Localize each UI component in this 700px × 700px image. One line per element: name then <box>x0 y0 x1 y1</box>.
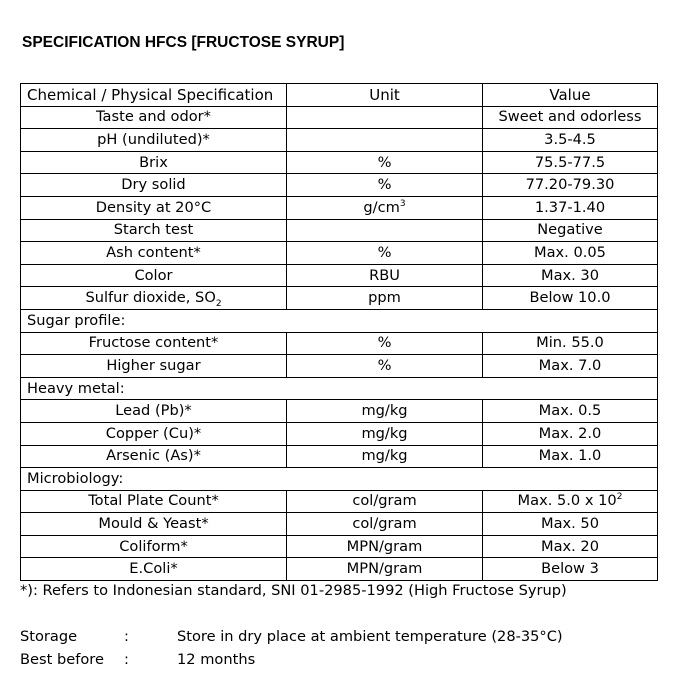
specification-table <box>20 83 658 581</box>
header-specification: Chemical / Physical Specification <box>21 84 287 107</box>
unit-cell-text: mg/kg <box>361 402 408 420</box>
table-row <box>21 264 658 287</box>
spec-cell-text: Taste and odor* <box>96 108 211 126</box>
best-before-label: Best before <box>20 651 104 668</box>
value-cell <box>483 196 658 219</box>
value-cell-text: Max. 5.0 x 10 <box>517 492 617 510</box>
table-row <box>21 242 658 265</box>
section-label: Sugar profile: <box>21 309 287 332</box>
value-cell-superscript: 2 <box>616 492 623 503</box>
unit-cell-text: MPN/gram <box>346 537 423 555</box>
spec-cell <box>21 490 287 513</box>
value-cell <box>483 558 658 581</box>
header-unit: Unit <box>287 84 483 107</box>
value-cell-text: Below 3 <box>541 560 599 578</box>
value-cell-text: Negative <box>537 221 603 239</box>
spec-cell <box>21 332 287 355</box>
unit-cell <box>287 490 483 513</box>
value-cell-text: Max. 1.0 <box>538 447 602 465</box>
value-cell-text: Max. 20 <box>540 537 600 555</box>
unit-cell <box>287 558 483 581</box>
section-blank <box>287 309 658 332</box>
section-row <box>21 468 658 491</box>
table-row <box>21 535 658 558</box>
table-row <box>21 513 658 536</box>
table-row <box>21 400 658 423</box>
unit-cell <box>287 422 483 445</box>
spec-cell-text: Lead (Pb)* <box>115 402 192 420</box>
spec-cell <box>21 355 287 378</box>
value-cell-text: 3.5-4.5 <box>544 130 596 148</box>
section-blank <box>287 468 658 491</box>
table-row <box>21 219 658 242</box>
spec-cell <box>21 513 287 536</box>
unit-cell <box>287 287 483 310</box>
table-row <box>21 558 658 581</box>
storage-label: Storage <box>20 628 78 645</box>
spec-cell-text: Copper (Cu)* <box>105 424 202 442</box>
value-cell <box>483 422 658 445</box>
value-cell <box>483 535 658 558</box>
spec-cell <box>21 287 287 310</box>
value-cell <box>483 151 658 174</box>
value-cell-text: 77.20-79.30 <box>525 176 615 194</box>
unit-cell-text: mg/kg <box>361 424 408 442</box>
spec-cell-text: Coliform* <box>119 537 188 555</box>
spec-cell <box>21 445 287 468</box>
unit-cell-text: % <box>377 356 392 374</box>
table-row <box>21 490 658 513</box>
unit-cell <box>287 196 483 219</box>
unit-cell <box>287 445 483 468</box>
spec-cell-text: Fructose content* <box>88 334 219 352</box>
value-cell-text: Max. 7.0 <box>538 356 602 374</box>
value-cell <box>483 355 658 378</box>
spec-cell <box>21 264 287 287</box>
unit-cell-text: g/cm <box>363 198 400 216</box>
section-row <box>21 377 658 400</box>
spec-cell-text: pH (undiluted)* <box>97 130 210 148</box>
spec-cell-text: Arsenic (As)* <box>106 447 201 465</box>
value-cell <box>483 242 658 265</box>
table-body <box>21 106 658 580</box>
value-cell <box>483 106 658 129</box>
spec-cell-text: Total Plate Count* <box>88 492 219 510</box>
table-row <box>21 355 658 378</box>
value-cell-text: 75.5-77.5 <box>534 153 606 171</box>
spec-cell-text: Color <box>134 266 173 284</box>
spec-cell-text: Brix <box>139 153 168 171</box>
unit-cell-text: ppm <box>368 289 401 307</box>
storage-value: Store in dry place at ambient temperature (28-35°C) <box>177 628 563 645</box>
table-row <box>21 422 658 445</box>
spec-cell <box>21 174 287 197</box>
spec-cell-text: Mould & Yeast* <box>98 515 209 533</box>
spec-cell <box>21 422 287 445</box>
value-cell <box>483 174 658 197</box>
unit-cell <box>287 174 483 197</box>
table-row <box>21 151 658 174</box>
unit-cell-text: col/gram <box>352 515 417 533</box>
value-cell-text: Below 10.0 <box>529 289 611 307</box>
unit-cell-text: % <box>377 334 392 352</box>
spec-cell <box>21 400 287 423</box>
section-row <box>21 309 658 332</box>
value-cell-text: Min. 55.0 <box>536 334 604 352</box>
value-cell-text: Max. 2.0 <box>538 424 602 442</box>
spec-cell-text: E.Coli* <box>129 560 178 578</box>
table-header-row <box>21 84 658 107</box>
value-cell <box>483 513 658 536</box>
section-blank <box>287 377 658 400</box>
unit-cell-text: % <box>377 176 392 194</box>
spec-cell <box>21 129 287 152</box>
best-before-colon: : <box>124 651 129 668</box>
unit-cell-text: % <box>377 153 392 171</box>
spec-cell <box>21 196 287 219</box>
document-title: SPECIFICATION HFCS [FRUCTOSE SYRUP] <box>22 34 345 51</box>
table-row <box>21 332 658 355</box>
value-cell-text: Max. 0.5 <box>538 402 602 420</box>
table-row <box>21 174 658 197</box>
unit-cell-text: col/gram <box>352 492 417 510</box>
unit-cell <box>287 332 483 355</box>
value-cell <box>483 129 658 152</box>
header-value: Value <box>483 84 658 107</box>
spec-cell-text: Higher sugar <box>106 356 201 374</box>
storage-colon: : <box>124 628 129 645</box>
spec-cell <box>21 219 287 242</box>
value-cell <box>483 490 658 513</box>
unit-cell <box>287 513 483 536</box>
unit-cell <box>287 242 483 265</box>
unit-cell <box>287 264 483 287</box>
table-row <box>21 445 658 468</box>
spec-cell-text: Dry solid <box>121 176 186 194</box>
unit-cell <box>287 355 483 378</box>
value-cell <box>483 445 658 468</box>
table-row <box>21 287 658 310</box>
footnote: *): Refers to Indonesian standard, SNI 01-2985-1992 (High Fructose Syrup) <box>20 582 567 599</box>
unit-cell <box>287 129 483 152</box>
spec-cell <box>21 558 287 581</box>
section-label: Microbiology: <box>21 468 287 491</box>
spec-cell-text: Density at 20°C <box>95 198 212 216</box>
unit-cell-text: % <box>377 243 392 261</box>
spec-cell-text: Sulfur dioxide, SO <box>85 289 216 307</box>
unit-cell-text: mg/kg <box>361 447 408 465</box>
value-cell <box>483 400 658 423</box>
section-label: Heavy metal: <box>21 377 287 400</box>
value-cell-text: Max. 50 <box>540 515 600 533</box>
unit-cell <box>287 219 483 242</box>
value-cell-text: Max. 30 <box>540 266 600 284</box>
unit-cell-superscript: 3 <box>399 198 406 209</box>
spec-cell-text: Starch test <box>113 221 194 239</box>
unit-cell-text: MPN/gram <box>346 560 423 578</box>
value-cell-text: Sweet and odorless <box>498 108 642 126</box>
table-row <box>21 129 658 152</box>
unit-cell <box>287 151 483 174</box>
table-row <box>21 106 658 129</box>
spec-cell <box>21 106 287 129</box>
value-cell-text: Max. 0.05 <box>534 243 606 261</box>
spec-cell-subscript: 2 <box>215 299 222 310</box>
spec-cell <box>21 535 287 558</box>
unit-cell <box>287 106 483 129</box>
spec-cell-text: Ash content* <box>106 243 201 261</box>
spec-cell <box>21 151 287 174</box>
spec-cell <box>21 242 287 265</box>
value-cell <box>483 264 658 287</box>
value-cell <box>483 332 658 355</box>
unit-cell <box>287 400 483 423</box>
value-cell <box>483 287 658 310</box>
value-cell-text: 1.37-1.40 <box>534 198 606 216</box>
unit-cell <box>287 535 483 558</box>
best-before-value: 12 months <box>177 651 256 668</box>
unit-cell-text: RBU <box>369 266 400 284</box>
value-cell <box>483 219 658 242</box>
table-row <box>21 196 658 219</box>
